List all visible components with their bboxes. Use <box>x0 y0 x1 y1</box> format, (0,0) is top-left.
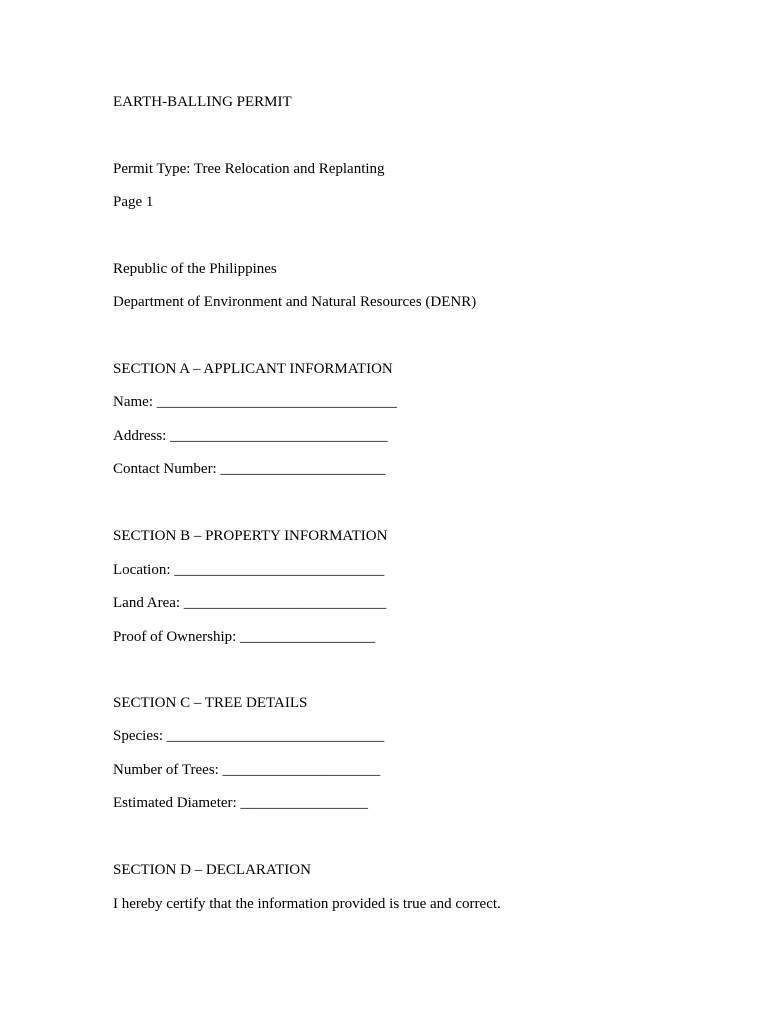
section-c-heading: SECTION C – TREE DETAILS <box>113 695 308 711</box>
name-field: Name: ________________________________ <box>113 394 397 410</box>
section-b-heading: SECTION B – PROPERTY INFORMATION <box>113 528 388 544</box>
permit-type: Permit Type: Tree Relocation and Replanting <box>113 161 385 177</box>
country-name: Republic of the Philippines <box>113 261 277 277</box>
declaration-statement: I hereby certify that the information provided is true and correct. <box>113 896 501 912</box>
contact-number-field: Contact Number: ______________________ <box>113 461 386 477</box>
address-field: Address: _____________________________ <box>113 428 388 444</box>
species-field: Species: _____________________________ <box>113 728 385 744</box>
proof-of-ownership-field: Proof of Ownership: __________________ <box>113 629 376 645</box>
estimated-diameter-field: Estimated Diameter: _________________ <box>113 795 368 811</box>
section-a-heading: SECTION A – APPLICANT INFORMATION <box>113 361 393 377</box>
number-of-trees-field: Number of Trees: _____________________ <box>113 762 381 778</box>
land-area-field: Land Area: ___________________________ <box>113 595 387 611</box>
department-name: Department of Environment and Natural Resources (DENR) <box>113 294 477 310</box>
location-field: Location: ____________________________ <box>113 562 385 578</box>
page-number: Page 1 <box>113 194 154 210</box>
document-title: EARTH-BALLING PERMIT <box>113 94 292 110</box>
section-d-heading: SECTION D – DECLARATION <box>113 862 311 878</box>
